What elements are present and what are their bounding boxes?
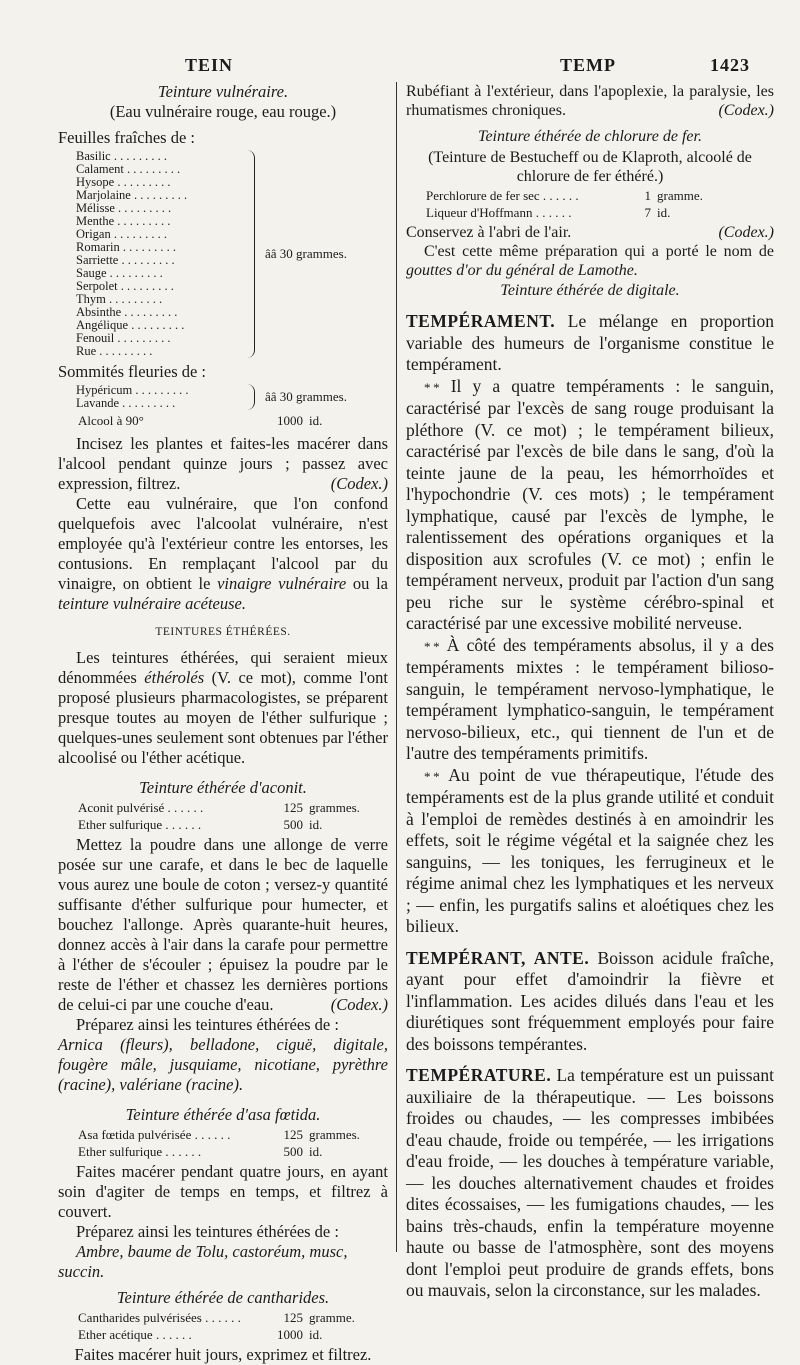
- recipe-lines: [58, 801, 388, 832]
- page-number: 1423: [710, 55, 750, 75]
- herb-quantity: ââ 30 grammes.: [265, 246, 347, 261]
- ingredient-line: [78, 801, 388, 815]
- recipe-subtitle: (Teinture de Bestucheff ou de Klaproth, alcoolé de chlorure de fer éthéré.): [428, 148, 752, 185]
- list-item: Angélique . . . . . . . . .: [76, 318, 185, 332]
- paragraph: Préparez ainsi les teintures éthérées de :: [76, 1222, 339, 1241]
- ingredient-name: Asa fœtida pulvérisée . . . . . .: [78, 1127, 231, 1142]
- list-item: Fenouil . . . . . . . . .: [76, 331, 171, 345]
- paragraph: Conservez à l'abri de l'air. (Codex.): [406, 223, 774, 241]
- entry-term: TEMPÉRAMENT.: [406, 311, 556, 331]
- list-item: Romarin . . . . . . . . .: [76, 240, 176, 254]
- recipe-title: Teinture éthérée de digitale.: [500, 281, 680, 299]
- paragraph: Arnica (fleurs), belladone, ciguë, digitale, fougère mâle, jusquiame, nicotiane, pyrèthre (racine), valériane (racine).: [58, 1035, 388, 1094]
- brace: [246, 384, 255, 410]
- recipe-lines: [58, 1128, 388, 1159]
- recipe-title: Teinture éthérée de chlorure de fer.: [478, 128, 702, 145]
- paragraph: Faites macérer pendant quatre jours, en ayant soin d'agiter de temps en temps, et filtrez à couvert.: [58, 1162, 388, 1221]
- fresh-leaves-label: Feuilles fraîches de :: [58, 128, 195, 147]
- list-item: Serpolet . . . . . . . . .: [76, 279, 174, 293]
- list-item: Thym . . . . . . . . .: [76, 292, 163, 306]
- paragraph: Rubéfiant à l'extérieur, dans l'apoplexie, la paralysie, les rhumatismes chroniques. (Codex.): [406, 83, 774, 119]
- section-heading: TEINTURES ÉTHÉRÉES.: [155, 626, 291, 638]
- left-column: [58, 82, 388, 1365]
- herb-list: [76, 150, 244, 358]
- ingredient-qty: 125: [283, 1127, 303, 1142]
- ingredient-qty: 125: [283, 800, 303, 815]
- paragraph: C'est cette même préparation qui a porté le nom de gouttes d'or du général de Lamothe.: [406, 242, 774, 279]
- ingredient-line: [78, 1128, 388, 1142]
- ingredient-name: Ether sulfurique . . . . . .: [78, 1144, 202, 1159]
- list-item: Absinthe . . . . . . . . .: [76, 305, 178, 319]
- paragraph: Les teintures éthérées, qui seraient mieux dénommées éthérolés (V. ce mot), comme l'ont proposé plusieurs pharmacologistes, se préparent presque toutes au moyen de l'éther sulfurique ; quelques-unes seulement sont obtenues par l'éther alcoolisé ou l'éther acétique.: [58, 648, 388, 767]
- recipe-lines: [406, 189, 774, 220]
- list-item: Sauge . . . . . . . . .: [76, 266, 163, 280]
- ingredient-unit: id.: [657, 204, 671, 220]
- ingredient-name: Aconit pulvérisé . . . . . .: [78, 800, 204, 815]
- recipe-title: Teinture éthérée de cantharides.: [116, 1288, 330, 1307]
- paragraph: Incisez les plantes et faites-les macérer dans l'alcool pendant quinze jours ; passez avec expression, filtrez. (Codex.): [58, 434, 388, 493]
- entry-temperant: TEMPÉRANT, ANTE. Boisson acidule fraîche, ayant pour effet d'amoindrir la fièvre et l'inflammation. Les acides dilués dans l'eau et les diurétiques sont fréquemment employés pour faire des boissons tempérantes.: [406, 947, 774, 1054]
- entry-temperature: TEMPÉRATURE. La température est un puissant auxiliaire de la thérapeutique. — Les boissons froides ou chaudes, — les compresses imbibées d'eau chaude, froide ou tempérée, — les irrigations d'eau froide, — les douches à température variable, — les douches alternativement chaudes et froides dites écossaises, — les fumigations chaudes, — les bains très-chauds, enfin la température moyenne haute ou basse de l'atmosphère, sont des moyens dont l'emploi peut produire de grands effets, bons ou mauvais, selon la circonstance, sur les malades.: [406, 1065, 774, 1300]
- paragraph: Mettez la poudre dans une allonge de verre posée sur une carafe, et dans le bec de laquelle vous aurez une boule de coton ; versez-y quantité suffisante d'éther sulfurique pour humecter, et bouchez l'allonge. Après quarante-huit heures, donnez accès à l'air dans la carafe pour permettre à l'éther de s'écouler ; épuisez la poudre par le reste de l'éther et chassez les dernières portions de celui-ci par une couche d'eau. (Codex.): [58, 835, 388, 1014]
- tops-quantity: ââ 30 grammes.: [265, 389, 347, 404]
- ingredient-unit: id.: [309, 1144, 323, 1159]
- list-item: Sarriette . . . . . . . . .: [76, 253, 175, 267]
- right-column: [406, 82, 774, 1302]
- ingredient-qty: 1: [644, 187, 651, 203]
- entry-temperament: TEMPÉRAMENT. Le mélange en proportion variable des humeurs de l'organisme constitue le tempérament.: [406, 311, 774, 374]
- list-item: Hypéricum . . . . . . . . .: [76, 383, 189, 397]
- paragraph: Préparez ainsi les teintures éthérées de :: [76, 1015, 339, 1034]
- ingredient-line: [426, 189, 774, 203]
- paragraph: * * Il y a quatre tempéraments : le sanguin, caractérisé par l'excès de sang rouge produisant la pléthore (V. ce mot) ; le tempérament bilieux, caractérisé par l'excès de bile dans le sang, d'où la teinte jaune de la peau, les hémorrhoïdes et l'hypochondrie (V. ces mots) ; le tempérament lymphatique, causé par l'excès de lymphe, le ralentissement des opérations organiques et la disposition aux scrofules (V. ce mot) ; enfin le tempérament nerveux, produit par l'action d'un sang peu riche sur le système cérébro-spinal et caractérisé par une excessive mobilité nerveuse.: [406, 375, 774, 633]
- herb-list-group: [76, 150, 388, 358]
- column-divider: [396, 82, 397, 1252]
- running-head-center: TEMP: [560, 55, 616, 75]
- list-item: Menthe . . . . . . . . .: [76, 214, 171, 228]
- ingredient-qty: 1000: [277, 413, 303, 428]
- list-item: Origan . . . . . . . . .: [76, 227, 167, 241]
- ingredient-name: Alcool à 90°: [78, 413, 144, 428]
- ingredient-line: [78, 1145, 388, 1159]
- ingredient-unit: id.: [309, 817, 323, 832]
- ingredient-name: Perchlorure de fer sec . . . . . .: [426, 187, 579, 203]
- recipe-title: Teinture éthérée d'aconit.: [139, 778, 307, 797]
- ingredient-unit: id.: [309, 413, 323, 428]
- paragraph: * * Au point de vue thérapeutique, l'étude des tempéraments est de la plus grande utilité et conduit à l'emploi de remèdes destinés à en amoindrir les effets, soit le régime végétal et la saignée chez les sanguins, — les toniques, les ferrugineux et le régime animal chez les lymphatiques et les nerveux ; — enfin, les purgatifs salins et aloétiques chez les bilieux.: [406, 764, 774, 936]
- ingredient-qty: 7: [644, 204, 651, 220]
- list-item: Calament . . . . . . . . .: [76, 162, 181, 176]
- list-item: Basilic . . . . . . . . .: [76, 149, 167, 163]
- entry-term: TEMPÉRATURE.: [406, 1065, 552, 1085]
- ingredient-unit: gramme.: [657, 187, 703, 203]
- recipe-title: Teinture éthérée d'asa fœtida.: [125, 1105, 321, 1124]
- ingredient-qty: 500: [283, 817, 303, 832]
- ingredient-line: [78, 1311, 388, 1325]
- ingredient-qty: 1000: [277, 1327, 303, 1342]
- paragraph: Cette eau vulnéraire, que l'on confond quelquefois avec l'alcoolat vulnéraire, n'est employée qu'à l'extérieur contre les entorses, les contusions. En remplaçant l'alcool par du vinaigre, on obtient le vinaigre vulnéraire ou la teinture vulnéraire acéteuse.: [58, 494, 389, 613]
- entry-term: TEMPÉRANT, ANTE.: [406, 947, 590, 968]
- ingredient-line: [78, 818, 388, 832]
- alcohol-line: [78, 414, 388, 428]
- ingredient-line: [78, 1328, 388, 1342]
- paragraph: Faites macérer huit jours, exprimez et filtrez.: [74, 1345, 372, 1364]
- list-item: Mélisse . . . . . . . . .: [76, 201, 172, 215]
- paragraph: Ambre, baume de Tolu, castoréum, musc, succin.: [58, 1242, 348, 1281]
- ingredient-unit: id.: [309, 1327, 323, 1342]
- ingredient-name: Ether acétique . . . . . .: [78, 1327, 192, 1342]
- tops-list: [76, 384, 244, 410]
- recipe-subtitle: (Eau vulnéraire rouge, eau rouge.): [109, 102, 337, 121]
- brace: [246, 150, 255, 358]
- ingredient-name: Ether sulfurique . . . . . .: [78, 817, 202, 832]
- ingredient-unit: grammes.: [309, 800, 360, 815]
- flower-tops-label: Sommités fleuries de :: [58, 362, 207, 381]
- ingredient-qty: 500: [283, 1144, 303, 1159]
- list-item: Lavande . . . . . . . . .: [76, 396, 176, 410]
- list-item: Marjolaine . . . . . . . . .: [76, 188, 188, 202]
- ingredient-qty: 125: [283, 1310, 303, 1325]
- ingredient-name: Liqueur d'Hoffmann . . . . . .: [426, 204, 572, 220]
- recipe-title: Teinture vulnéraire.: [157, 82, 289, 101]
- ingredient-unit: gramme.: [309, 1310, 355, 1325]
- ingredient-unit: grammes.: [309, 1127, 360, 1142]
- list-item: Rue . . . . . . . . .: [76, 344, 153, 358]
- paragraph: * * À côté des tempéraments absolus, il y a des tempéraments mixtes : le tempérament bilioso-sanguin, le tempérament nervoso-lymphatique, le tempérament lymphatico-sanguin, le tempérament nervoso-bilieux, etc., qui tiennent de l'un et de l'autre des tempéraments primitifs.: [406, 634, 774, 763]
- ingredient-name: Cantharides pulvérisées . . . . . .: [78, 1310, 241, 1325]
- running-head-left: TEIN: [185, 55, 234, 75]
- tops-list-group: [76, 384, 388, 410]
- recipe-lines: [58, 1311, 388, 1342]
- list-item: Hysope . . . . . . . . .: [76, 175, 171, 189]
- ingredient-line: [426, 206, 774, 220]
